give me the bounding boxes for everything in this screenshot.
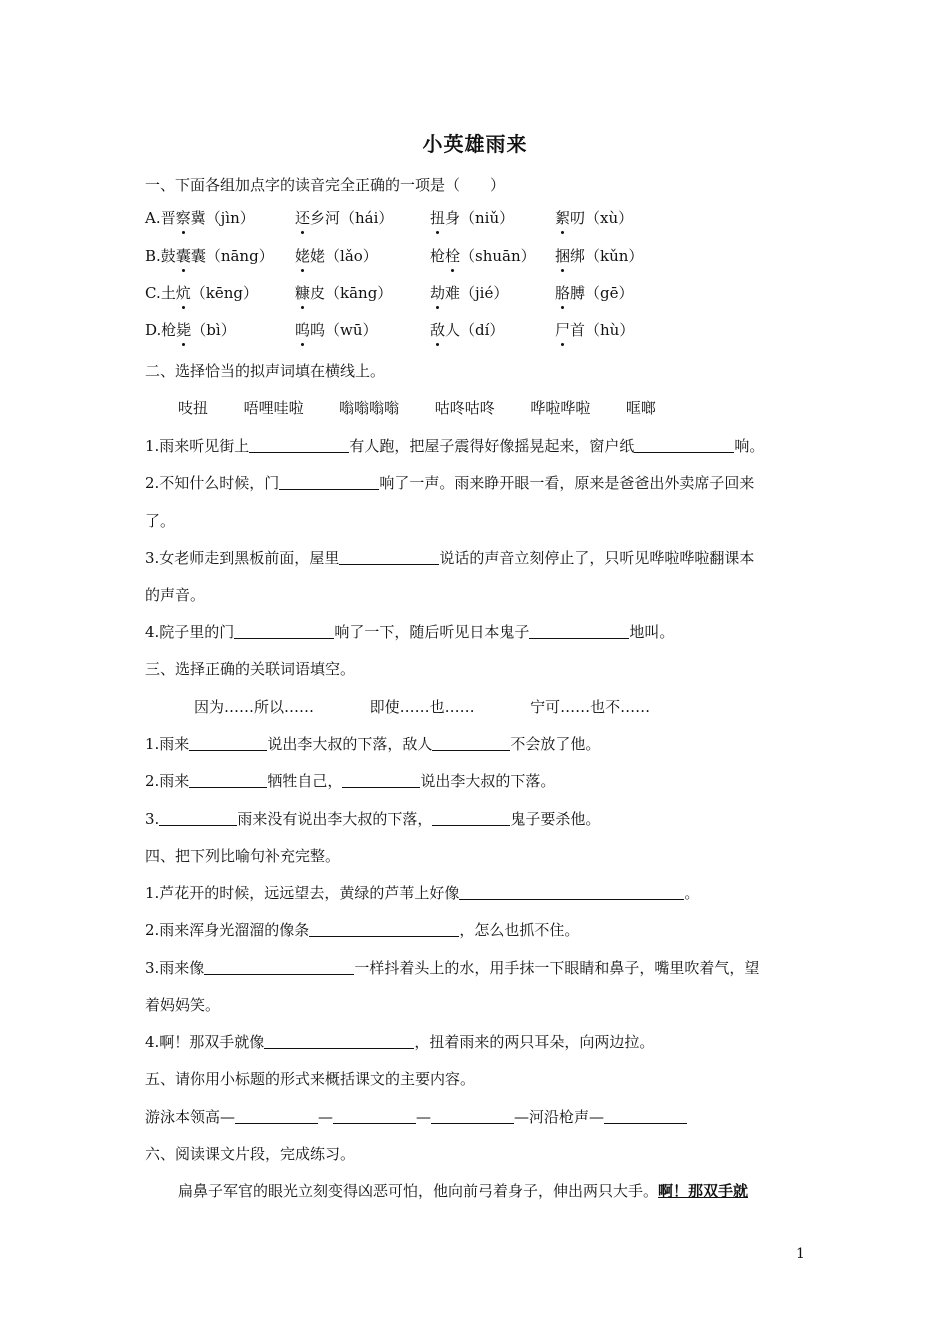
q1-option: 姥姥（lǎo） (295, 247, 378, 265)
q1-option: 捆绑（kǔn） (555, 247, 644, 265)
q1-option: 劫难（jié） (430, 284, 509, 302)
word-option: 宁可……也不…… (530, 698, 651, 716)
answer-blank[interactable] (264, 1032, 414, 1049)
q1-option: C.土炕（kēng） (145, 284, 258, 302)
q3-sentence-3: 3. 雨来没有说出李大叔的下落， 鬼子要杀他。 (145, 810, 601, 828)
underlined-text: 啊！那双手就 (658, 1182, 749, 1200)
answer-blank[interactable] (432, 734, 510, 751)
answer-blank[interactable] (529, 622, 629, 639)
word-option: 即使……也…… (369, 698, 475, 716)
q5-prompt: 五、请你用小标题的形式来概括课文的主要内容。 (145, 1070, 476, 1088)
answer-blank[interactable] (204, 958, 354, 975)
dotted-char: 絮 (555, 209, 571, 227)
q2-word-bank (178, 397, 656, 419)
q3-prompt: 三、选择正确的关联词语填空。 (145, 660, 356, 678)
q1-option: 絮叨（xù） (555, 209, 634, 227)
q3-word-bank (194, 696, 650, 718)
word-option: 唔哩哇啦 (243, 399, 304, 417)
answer-blank[interactable] (234, 622, 334, 639)
q1-option: 胳膊（gē） (555, 284, 634, 302)
dotted-char: 尸 (555, 321, 571, 339)
q1-option: D.枪毙（bì） (145, 321, 236, 339)
page-title: 小英雄雨来 (422, 132, 528, 156)
q2-sentence-4: 4.院子里的门 响了一下，随后听见日本鬼子 地叫。 (145, 623, 675, 641)
q4-sentence-2: 2.雨来浑身光溜溜的像条 ，怎么也抓不住。 (145, 921, 580, 939)
dotted-char: 察 (175, 209, 191, 227)
q1-option: A.晋察冀（jìn） (145, 209, 255, 227)
answer-blank[interactable] (235, 1107, 318, 1124)
q2-sentence-2: 2.不知什么时候，门 响了一声。雨来睁开眼一看，原来是爸爸出外卖席子回来 (145, 474, 755, 492)
answer-blank[interactable] (634, 436, 734, 453)
answer-blank[interactable] (159, 809, 237, 826)
q6-passage: 扁鼻子军官的眼光立刻变得凶恶可怕，他向前弓着身子，伸出两只大手。啊！那双手就 (178, 1182, 749, 1200)
dotted-char: 炕 (175, 284, 191, 302)
q1-option: B.鼓囊囊（nāng） (145, 247, 274, 265)
dotted-char: 还 (295, 209, 311, 227)
answer-blank[interactable] (189, 771, 267, 788)
word-option: 哐啷 (625, 399, 656, 417)
dotted-char: 扭 (430, 209, 446, 227)
dotted-char: 呜 (295, 321, 311, 339)
q2-prompt: 二、选择恰当的拟声词填在横线上。 (145, 362, 386, 380)
q1-option: 还乡河（hái） (295, 209, 394, 227)
answer-blank[interactable] (342, 771, 420, 788)
answer-blank[interactable] (333, 1107, 416, 1124)
page-number: 1 (796, 1246, 805, 1262)
answer-blank[interactable] (431, 1107, 514, 1124)
answer-blank[interactable] (604, 1107, 687, 1124)
q3-sentence-2: 2.雨来 牺牲自己， 说出李大叔的下落。 (145, 772, 556, 790)
q5-answer-line: 游泳本领高— — — —河沿枪声— (145, 1106, 687, 1128)
dotted-char: 劫 (430, 284, 446, 302)
dotted-char: 糠 (295, 284, 311, 302)
q1-option: 敌人（dí） (430, 321, 505, 339)
dotted-char: 姥 (295, 247, 311, 265)
answer-blank[interactable] (309, 920, 459, 937)
word-option: 嗡嗡嗡嗡 (339, 399, 400, 417)
q1-option: 扭身（niǔ） (430, 209, 515, 227)
q2-sentence-3: 3.女老师走到黑板前面，屋里 说话的声音立刻停止了，只听见哗啦哗啦翻课本 (145, 549, 755, 567)
q4-prompt: 四、把下列比喻句补充完整。 (145, 847, 341, 865)
q2-sentence-1: 1.雨来听见街上 有人跑，把屋子震得好像摇晃起来，窗户纸 响。 (145, 437, 765, 455)
q1-option: 糠皮（kāng） (295, 284, 393, 302)
q1-option: 枪栓（shuān） (430, 247, 536, 265)
answer-blank[interactable] (279, 473, 379, 490)
q6-prompt: 六、阅读课文片段，完成练习。 (145, 1145, 356, 1163)
dotted-char: 毙 (176, 321, 192, 339)
dotted-char: 囊 (175, 247, 191, 265)
dotted-char: 敌 (430, 321, 446, 339)
word-option: 因为……所以…… (194, 698, 315, 716)
q1-option: 呜呜（wū） (295, 321, 378, 339)
q4-sentence-4: 4.啊！那双手就像 ，扭着雨来的两只耳朵，向两边拉。 (145, 1033, 655, 1051)
q2-sentence-3-cont: 的声音。 (145, 586, 206, 604)
answer-blank[interactable] (459, 883, 684, 900)
word-option: 哗啦哗啦 (530, 399, 591, 417)
q1-prompt: 一、下面各组加点字的读音完全正确的一项是（ ） (145, 176, 506, 194)
dotted-char: 栓 (445, 247, 461, 265)
q2-sentence-2-cont: 了。 (145, 512, 176, 530)
answer-blank[interactable] (189, 734, 267, 751)
word-option: 咕咚咕咚 (434, 399, 495, 417)
q4-sentence-3: 3.雨来像 一样抖着头上的水，用手抹一下眼睛和鼻子，嘴里吹着气，望 (145, 959, 760, 977)
word-option: 吱扭 (178, 399, 209, 417)
answer-blank[interactable] (249, 436, 349, 453)
answer-blank[interactable] (339, 548, 439, 565)
q4-sentence-3-cont: 着妈妈笑。 (145, 996, 221, 1014)
q1-option: 尸首（hù） (555, 321, 635, 339)
q4-sentence-1: 1.芦花开的时候，远远望去，黄绿的芦苇上好像 。 (145, 884, 700, 902)
answer-blank[interactable] (432, 809, 510, 826)
q3-sentence-1: 1.雨来 说出李大叔的下落，敌人 不会放了他。 (145, 735, 601, 753)
dotted-char: 胳 (555, 284, 571, 302)
dotted-char: 捆 (555, 247, 571, 265)
